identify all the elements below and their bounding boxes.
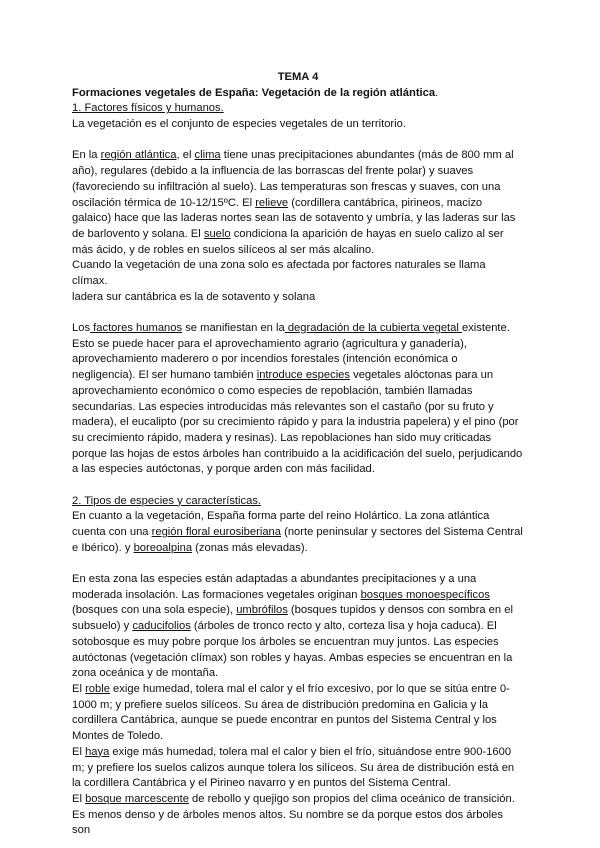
section1-paragraph-climax: Cuando la vegetación de una zona solo es afectada por factores naturales se llama clímax.: [72, 259, 486, 288]
spacer: [72, 556, 524, 572]
term-monoespecificos: bosques monoespecíficos: [360, 588, 490, 601]
section2-paragraph-roble: El roble exige humedad, tolera mal el calor y el frío excesivo, por lo que se sitúa entre 0-1000 m; y prefiere suelos silíceos. Su área de distribución predomina en Galicia y la cordillera Cantábrica, aunque se puede encontrar en puntos del Sistema Central y los Montes de Toledo.: [72, 682, 510, 743]
section1-note: ladera sur cantábrica es la de sotavento y solana: [72, 290, 316, 303]
term-relieve: relieve: [255, 196, 289, 209]
spacer: [72, 478, 524, 494]
term-region-floral: región floral eurosiberiana: [151, 526, 281, 539]
section1-intro: La vegetación es el conjunto de especies vegetales de un territorio.: [72, 118, 406, 131]
term-umbrofilos: umbrófilos: [236, 604, 288, 617]
section2-paragraph-haya: El haya exige más humedad, tolera mal el calor y bien el frío, situándose entre 900-1600 m; y prefiere los suelos calizos aunque tolera los silíceos. Su área de distribución está en la cordillera Cantábrica y el Pirineo navarro y en puntos del Sistema Central.: [72, 745, 515, 790]
page-title: TEMA 4: [277, 71, 319, 83]
section1-paragraph-climate: En la región atlántica, el clima tiene unas precipitaciones abundantes (más de 800 mm al año), regulares (debido a la influencia de las borrascas del frente polar) y suaves (favoreciendo su infiltración al suelo). Las temperaturas son frescas y suaves, con una oscilación térmica de 10-12/15ºC. El relieve (cordillera cantábrica, pirineos, macizo galaico) hace que las laderas nortes sean las de sotavento y umbría, y las laderas sur las de barlovento y solana. El suelo condiciona la aparición de hayas en suelo calizo al ser más ácido, y de robles en suelos silíceos al ser más alcalino.: [72, 149, 516, 256]
document-body: [72, 70, 524, 839]
section2-paragraph-region: En cuanto a la vegetación, España forma parte del reino Holártico. La zona atlántica cuenta con una región floral eurosiberiana (norte peninsular y sectores del Sistema Central e Ibérico). y boreoalpina (zonas más elevadas).: [72, 510, 523, 554]
term-haya: haya: [85, 745, 110, 758]
term-roble: roble: [85, 682, 110, 695]
term-caducifolios: caducifolios: [132, 620, 191, 633]
document-heading: [72, 86, 524, 102]
heading-tail: .: [435, 86, 439, 99]
spacer: [72, 133, 524, 149]
section1-title: 1. Factores físicos y humanos.: [72, 102, 224, 115]
term-bosque-marcescente: bosque marcescente: [85, 792, 189, 805]
term-factores-humanos: factores humanos: [90, 322, 183, 335]
section1-paragraph-human: Los factores humanos se manifiestan en la degradación de la cubierta vegetal existente. Esto se puede hacer para el aprovechamiento agrario (agricultura y ganadería), aprovechamiento maderero o por incendios forestales (intención económica o negligencia). El ser humano también introduce especies vegetales alóctonas para un aprovechamiento económico o como especies de repoblación, también llamadas secundarias. Las especies introducidas más relevantes son el castaño (por su fruto y madera), el eucalipto (por su crecimiento rápido y para la industria papelera) y el pino (por su crecimiento rápido, madera y resinas). Las repoblaciones han sido muy criticadas porque las hojas de estos árboles han contribuido a la acidificación del suelo, perjudicando a las especies autóctonas, y porque arden con más facilidad.: [72, 322, 523, 476]
term-suelo: suelo: [203, 227, 231, 240]
term-boreoalpina: boreoalpina: [133, 541, 193, 554]
section2-paragraph-forests: En esta zona las especies están adaptadas a abundantes precipitaciones y a una moderada insolación. Las formaciones vegetales originan bosques monoespecíficos (bosques con una sola especie), umbrófilos (bosques tupidos y densos con sombra en el subsuelo) y caducifolios (árboles de tronco recto y alto, corteza lisa y hoja caduca). El sotobosque es muy pobre porque los árboles se encuentran muy juntos. Las especies autóctonas (vegetación clímax) son robles y hayas. Ambas especies se encuentran en la zona oceánica y de montaña.: [72, 573, 513, 680]
section2-title: 2. Tipos de especies y características.: [72, 494, 262, 507]
heading-bold: Formaciones vegetales de España: Vegetación de la región atlántica: [72, 86, 436, 99]
section2-paragraph-marcescente: El bosque marcescente de rebollo y quejigo son propios del clima oceánico de transición. Es menos denso y de árboles menos altos. Su nombre se da porque estos dos árboles son: [72, 792, 515, 837]
term-introduce-especies: introduce especies: [256, 369, 350, 382]
term-degradacion: degradación de la cubierta vegetal: [284, 322, 462, 335]
spacer: [72, 305, 524, 321]
term-clima: clima: [194, 149, 221, 162]
term-region-atlantica: región atlántica: [100, 149, 177, 162]
